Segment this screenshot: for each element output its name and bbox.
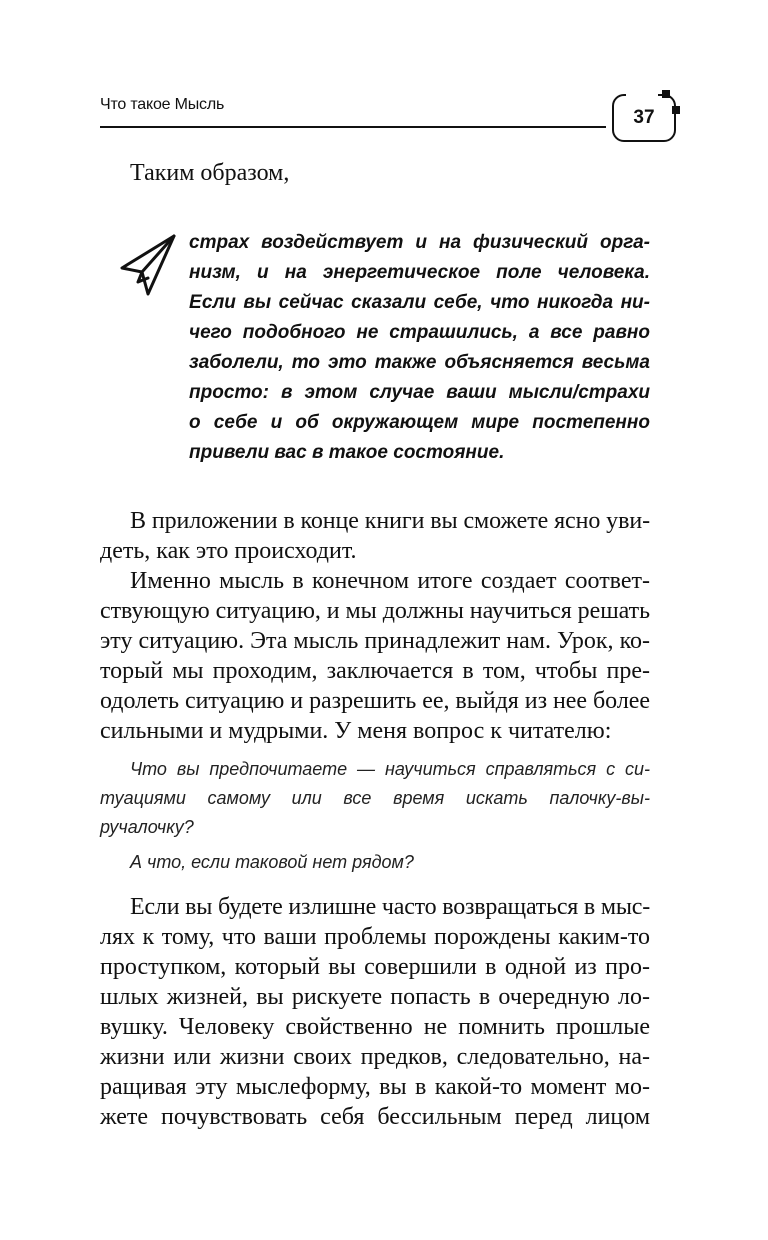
callout-line: о себе и об окружающем мире постепенно (189, 412, 650, 433)
text-line: А что, если таковой нет рядом? (130, 852, 414, 872)
paragraph-1 (100, 506, 650, 566)
callout-line: чего подобного не страшились, а все равно (189, 322, 650, 343)
callout-text (189, 228, 650, 468)
text-line: проступком, который вы совершили в одной из про- (100, 954, 650, 980)
paper-plane-icon (118, 232, 180, 298)
text-line: Именно мысль в конечном итоге создает соответ- (130, 568, 650, 594)
text-line: деть, как это происходит. (100, 538, 357, 564)
text-line: шлых жизней, вы рискуете попасть в очередную ло- (100, 984, 650, 1010)
text-line: жете почувствовать себя бессильным перед лицом (100, 1104, 650, 1130)
text-line: вушку. Человеку свойственно не помнить прошлые (100, 1014, 650, 1040)
paragraph-3 (100, 892, 650, 1132)
text-line: одолеть ситуацию и разрешить ее, выйдя из нее более (100, 688, 650, 714)
callout-line: просто: в этом случае ваши мысли/страхи (189, 382, 650, 403)
text-line: В приложении в конце книги вы сможете ясно уви- (130, 508, 650, 534)
intro-text: Таким образом, (130, 160, 290, 186)
running-head: Что такое Мысль (100, 96, 225, 113)
page-number-box (612, 94, 676, 142)
question-1 (100, 755, 650, 842)
header-rule (100, 126, 606, 128)
paragraph-2 (100, 566, 650, 746)
text-line: жизни или жизни своих предков, следовательно, на- (100, 1044, 650, 1070)
callout-line: заболели, то это также объясняется весьма (189, 352, 650, 373)
text-line: сильными и мудрыми. У меня вопрос к читателю: (100, 718, 612, 744)
page-number: 37 (633, 107, 655, 128)
callout-line: страх воздействует и на физический орга- (189, 232, 650, 253)
text-line: лях к тому, что ваши проблемы порождены каким-то (100, 924, 650, 950)
callout-line: Если вы сейчас сказали себе, что никогда ни- (189, 292, 650, 313)
text-line: ращивая эту мыслеформу, вы в какой-то момент мо- (100, 1074, 650, 1100)
text-line: ствующую ситуацию, и мы должны научиться решать (100, 598, 650, 624)
text-line: торый мы проходим, заключается в том, чтобы пре- (100, 658, 650, 684)
question-2 (100, 848, 650, 877)
text-line: Что вы предпочитаете — научиться справляться с си- (130, 759, 650, 779)
text-line: Если вы будете излишне часто возвращаться в мыс- (130, 894, 650, 920)
text-line: туациями самому или все время искать палочку-вы- (100, 788, 650, 808)
callout-line: низм, и на энергетическое поле человека. (189, 262, 650, 283)
callout-line: привели вас в такое состояние. (189, 442, 505, 463)
text-line: эту ситуацию. Эта мысль принадлежит нам. Урок, ко- (100, 628, 650, 654)
text-line: ручалочку? (100, 817, 194, 837)
